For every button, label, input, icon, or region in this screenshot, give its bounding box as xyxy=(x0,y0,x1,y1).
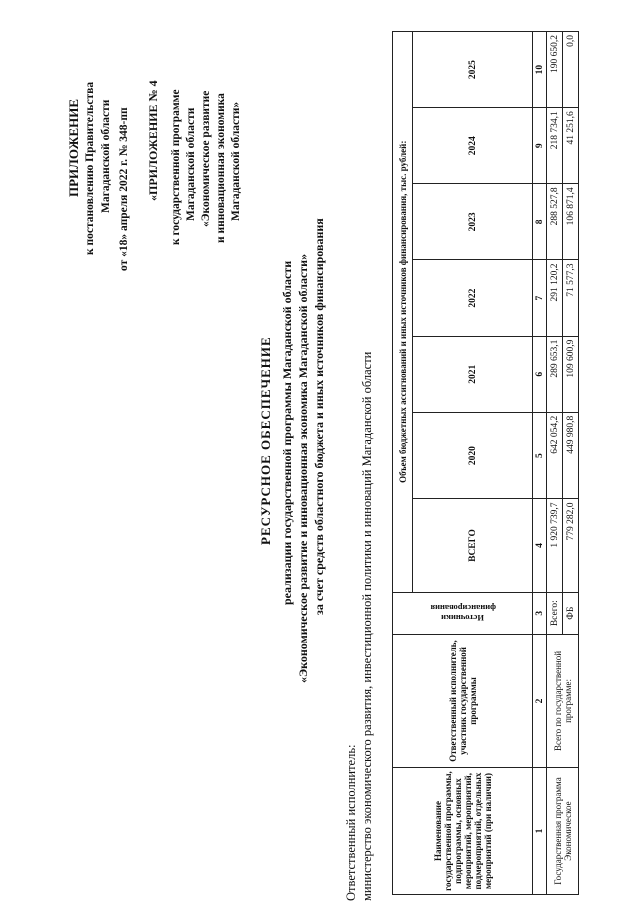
page-subtitle: за счет средств областного бюджета и иных источников финансирования xyxy=(312,218,326,615)
header-year: 2022 xyxy=(413,260,533,336)
appendix-line: Магаданской области xyxy=(185,107,197,221)
header-source-text: Источники финансирования xyxy=(429,603,496,624)
responsible-value: министерство экономического развития, инвестиционной политики и инноваций Магаданской области xyxy=(360,351,374,901)
appendix-line: Магаданской области» xyxy=(230,101,242,221)
value-cell: 288 527,8 xyxy=(547,184,563,260)
header-year: 2025 xyxy=(413,32,533,108)
value-cell: 218 734,1 xyxy=(547,108,563,184)
source-cell: Всего: xyxy=(547,592,563,634)
value-cell: 106 871,4 xyxy=(563,184,579,260)
value-cell: 0,0 xyxy=(563,32,579,108)
page-subtitle: реализации государственной программы Магаданской области xyxy=(280,260,294,605)
value-cell: 41 251,6 xyxy=(563,108,579,184)
resource-table xyxy=(392,31,579,895)
col-num: 4 xyxy=(533,499,547,592)
header-year: 2021 xyxy=(413,336,533,412)
appendix-title: ПРИЛОЖЕНИЕ xyxy=(66,98,81,197)
appendix-title2: «ПРИЛОЖЕНИЕ № 4 xyxy=(146,80,160,201)
header-year: 2023 xyxy=(413,184,533,260)
appendix-line: к государственной программе xyxy=(170,89,182,245)
value-cell: 291 120,2 xyxy=(547,260,563,336)
col-num: 5 xyxy=(533,412,547,499)
program-name: Государственная программа Экономическое xyxy=(547,768,579,895)
responsible-label: Ответственный исполнитель: xyxy=(344,744,358,901)
header-volume: Объем бюджетных ассигнований и иных источников финансирования, тыс. рублей: xyxy=(393,32,413,593)
col-num: 6 xyxy=(533,336,547,412)
value-cell: 109 600,9 xyxy=(563,336,579,412)
appendix-line: «Экономическое развитие xyxy=(200,90,212,227)
value-cell: 642 054,2 xyxy=(547,412,563,499)
col-num: 9 xyxy=(533,108,547,184)
value-cell: 779 282,0 xyxy=(563,499,579,592)
appendix-line: к постановлению Правительства xyxy=(84,81,96,255)
value-cell: 190 650,2 xyxy=(547,32,563,108)
page-title: РЕСУРСНОЕ ОБЕСПЕЧЕНИЕ xyxy=(258,336,273,545)
value-cell: 1 920 739,7 xyxy=(547,499,563,592)
col-num: 3 xyxy=(533,592,547,634)
header-executor: Ответственный исполнитель, участник государственной программы xyxy=(393,634,533,767)
program-executor: Всего по государственной программе: xyxy=(547,634,579,767)
column-number-row xyxy=(533,32,547,895)
table-row xyxy=(547,32,563,895)
col-num: 10 xyxy=(533,32,547,108)
header-source xyxy=(393,592,533,634)
col-num: 2 xyxy=(533,634,547,767)
appendix-line: и инновационная экономика xyxy=(215,93,227,243)
header-year: 2020 xyxy=(413,412,533,499)
header-name: Наименование государственной программы, подпрограммы, основных мероприятий, мероприятий, подмероприятий, отдельных мероприятий (при наличии) xyxy=(393,768,533,895)
header-year: ВСЕГО xyxy=(413,499,533,592)
col-num: 7 xyxy=(533,260,547,336)
col-num: 8 xyxy=(533,184,547,260)
value-cell: 449 980,8 xyxy=(563,412,579,499)
value-cell: 71 577,3 xyxy=(563,260,579,336)
header-year: 2024 xyxy=(413,108,533,184)
page-subtitle: «Экономическое развитие и инновационная экономика Магаданской области» xyxy=(296,253,310,683)
value-cell: 289 653,1 xyxy=(547,336,563,412)
appendix-line: Магаданской области xyxy=(100,99,112,213)
appendix-line: от «18» апреля 2022 г. № 348-пп xyxy=(118,107,130,271)
col-num: 1 xyxy=(533,768,547,895)
source-cell: ФБ xyxy=(563,592,579,634)
